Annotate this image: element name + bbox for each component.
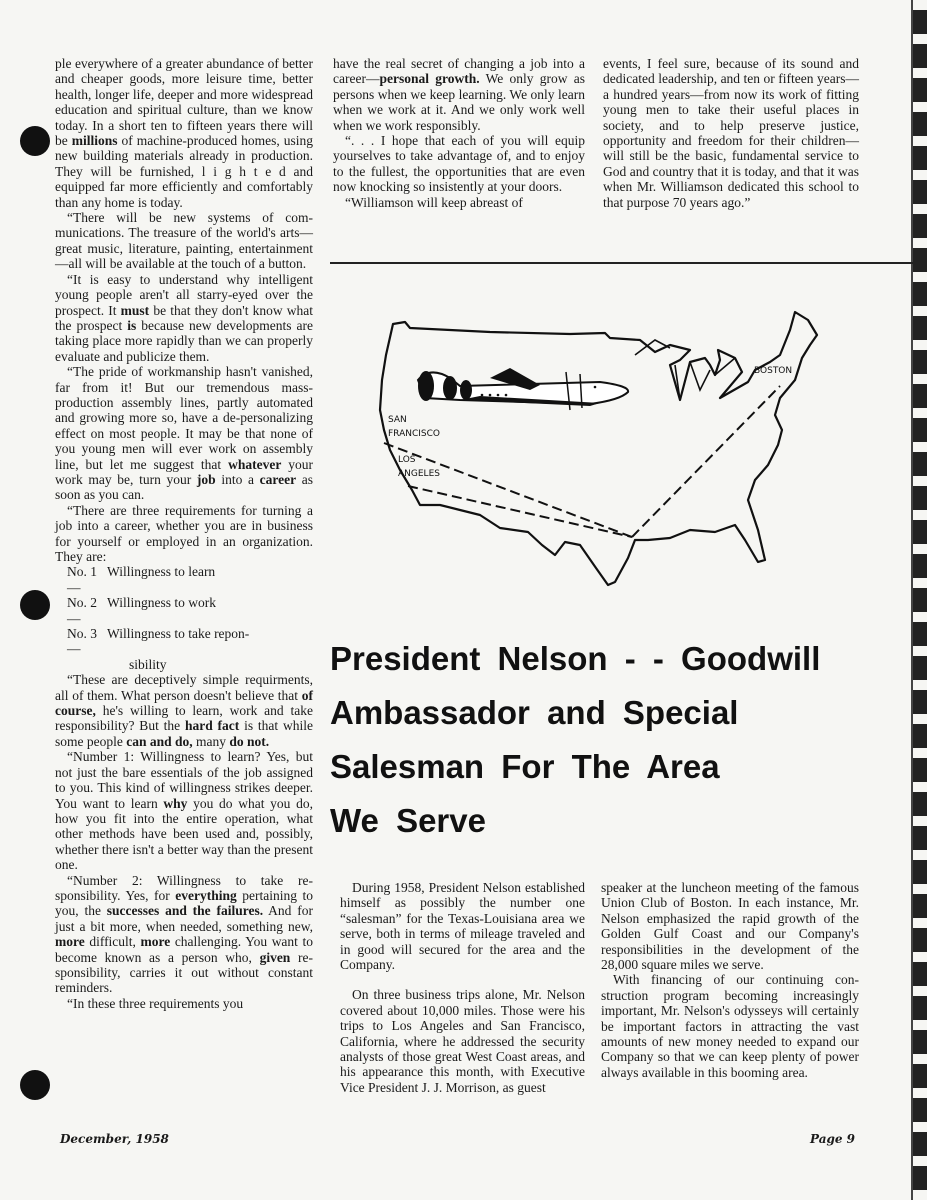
route-los-angeles: [408, 486, 632, 537]
emphasis: can and do,: [126, 733, 193, 749]
emphasis: hard fact: [184, 718, 240, 734]
paragraph: “. . . I hope that each of you will equip yourselves to take advantage of, and to enjoy to the fullest, the opportunities that are even now knocking so insistently at your doors.: [333, 133, 585, 195]
airplane-icon: [418, 368, 628, 410]
route-boston: [632, 386, 780, 537]
emphasis: everything: [175, 887, 237, 903]
emphasis: do not.: [229, 733, 270, 749]
right-column: [603, 56, 859, 210]
emphasis: successes and the failures.: [106, 903, 264, 919]
emphasis: more: [55, 934, 85, 950]
emphasis: of course,: [55, 687, 313, 719]
requirements-list: [55, 564, 313, 672]
requirement-item: No. 3— Willingness to take repon-: [67, 626, 250, 657]
emphasis: must: [120, 302, 150, 318]
paragraph: speaker at the luncheon meeting of the famous Union Club of Boston. In each instance, Mr. Nelson emphasized the rapid growth of the Golden Gulf Coast and our Company's responsibilities in the development of the 28,000 square miles we serve.: [601, 880, 859, 973]
emphasis: is: [127, 317, 137, 333]
binder-strip: [913, 0, 927, 1200]
punch-hole: [20, 126, 50, 156]
requirement-item: No. 2— Willingness to work: [67, 595, 216, 626]
emphasis: why: [163, 795, 188, 811]
paragraph: events, I feel sure, because of its sound and dedicated leadership, and ten or fifteen years—a hundred years—from now its work of fitting young men to take their useful places in society, and to help preserve justice, opportunity and freedom for their children—will still be the basic, fundamental service to God and country that it is today, and that it was when Mr. Williamson dedicated this school to that purpose 70 years ago.”: [603, 56, 859, 210]
requirement-item: No. 1— Willingness to learn: [67, 564, 216, 595]
headline-line: Ambassador and Special: [330, 694, 739, 731]
left-paragraphs-after: [55, 672, 313, 1011]
article-headline: [330, 632, 850, 848]
paragraph: On three business trips alone, Mr. Nelson covered about 10,000 miles. Those were his trips to Los Angeles and San Francisco, California, where he addressed the security analysts of those great West Coast areas, and his appearance this month, with Executive Vice President J. J. Morrison, as guest: [340, 987, 585, 1095]
headline-line: Salesman For The Area: [330, 748, 720, 785]
emphasis: more: [140, 934, 171, 950]
label-san-francisco: FRANCISCO: [388, 429, 440, 439]
footer-page-number: Page 9: [810, 1132, 856, 1146]
route-san-francisco: [384, 443, 632, 537]
paragraph: have the real secret of changing a job into a career—personal growth. We only grow as persons when we keep learning. We only learn when we work at it. And we only work well when we work responsibly.: [333, 56, 585, 133]
punch-hole: [20, 590, 50, 620]
emphasis: whatever: [228, 456, 282, 472]
paragraph: ple everywhere of a greater abundance of better and cheaper goods, more leisure time, better health, longer life, deeper and more widespread education and spiritual culture, than we know today. In a short ten to fifteen years there will be millions of machine-produced homes, using new building materials already in production. They will be furnished, l i g h t e d and equipped far more efficiently and comfortably than any home is today.: [55, 56, 313, 210]
punch-hole: [20, 1070, 50, 1100]
us-outline: [380, 312, 817, 585]
paragraph: “In these three requirements you: [67, 995, 244, 1011]
label-san-francisco: SAN: [388, 415, 407, 425]
paragraph: “Williamson will keep abreast of: [345, 194, 523, 210]
paragraph: With financing of our continuing construction program becoming increasingly important, Mr. Nelson's odysseys will certainly be important factors in attracting the vast amounts of new money needed to expand our Company so that we can keep plenty of power always available in this booming area.: [601, 972, 859, 1080]
paragraph: “Number 2: Willingness to take responsibility. Yes, for everything pertaining to you, the successes and the failures. And for just a bit more, when needed, something new, more difficult, more challenging. You want to become known as a person who, given responsibility, carries it out without constant reminders.: [55, 872, 313, 996]
headline-line: We Serve: [330, 802, 486, 839]
article-column-2: [601, 880, 859, 1080]
requirement-item-continued: sibility: [129, 656, 167, 672]
emphasis: millions: [71, 133, 118, 149]
paragraph: “These are deceptively simple requirments, all of them. What person doesn't believe that of course, he's willing to learn, work and take responsibility? But the hard fact is that while some people can and do, many do not.: [55, 672, 313, 749]
emphasis: given: [259, 949, 291, 965]
paragraph: “The pride of workmanship hasn't vanished, far from it! But our tremendous mass-production assembly lines, partly automated and growing more so, have a de-personalizing effect on most people. It may be that none of you young men will ever work on assembly line, but let me suggest that whatever your work may be, turn your job into a career as soon as you can.: [55, 364, 313, 503]
left-paragraphs-before: [55, 56, 313, 564]
paragraph: “Number 1: Willingness to learn? Yes, but not just the bare essentials of the job assigned to you. This kind of willingness strikes deeper. You want to learn why you do what you do, how you fit into the entire operation, what other methods have been used and, possibly, whether there isn't a better way than the present one.: [55, 749, 314, 873]
us-map-illustration: [370, 300, 830, 590]
headline-line: President Nelson - - Goodwill: [330, 640, 821, 677]
label-los-angeles: LOS: [398, 455, 416, 465]
emphasis: career: [259, 471, 297, 487]
paragraph: “There will be new systems of communications. The treasure of the world's arts—great music, literature, painting, entertainment—all will be available at the touch of a button.: [55, 210, 313, 272]
paragraph: During 1958, President Nelson established himself as possibly the number one “salesman” for the Texas-Louisiana area we serve, both in terms of mileage traveled and in good will secured for the area and the Company.: [340, 880, 585, 973]
middle-column: [333, 56, 585, 210]
left-column: [55, 56, 313, 1011]
emphasis: personal growth.: [379, 71, 480, 87]
paragraph: “It is easy to understand why intelligent young people aren't all starry-eyed over the prospect. It must be that they don't know what the prospect is because new developments are taking place more rapidly than we can properly evaluate and publicize them.: [55, 271, 314, 364]
footer-date: December, 1958: [60, 1132, 169, 1146]
paragraph: “There are three requirements for turning a job into a career, whether you are in business for yourself or employed in an organization. They are:: [55, 502, 313, 564]
section-divider: [330, 262, 927, 264]
label-boston: BOSTON: [754, 366, 793, 376]
label-los-angeles: ANGELES: [398, 469, 440, 479]
article-column-1: [340, 880, 585, 1095]
emphasis: job: [196, 471, 216, 487]
